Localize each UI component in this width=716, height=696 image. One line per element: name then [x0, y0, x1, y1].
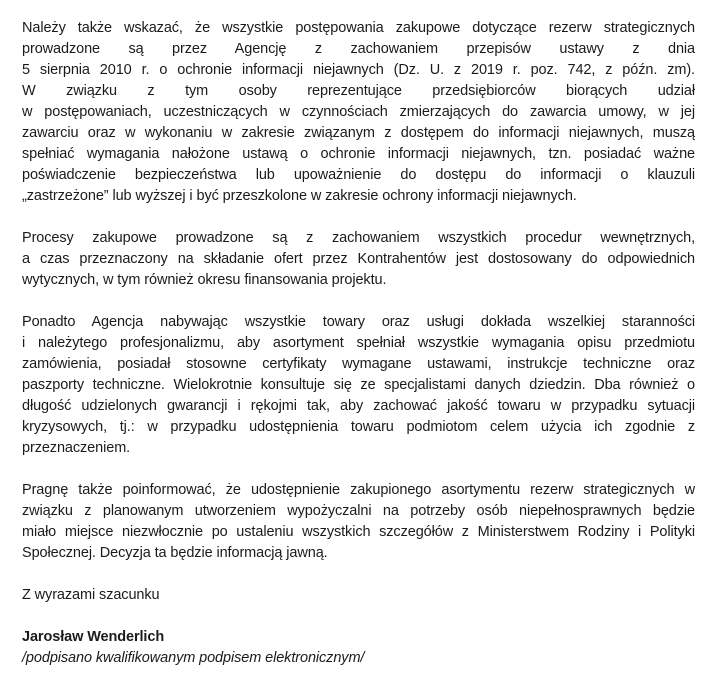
text-line: Należy także wskazać, że wszystkie postępowania zakupowe dotyczące rezerw strategicznych: [22, 20, 695, 36]
text-line: paszporty techniczne. Wielokrotnie konsultuje się ze specjalistami danych dziedzin. Dba również o: [22, 377, 695, 393]
text-line: Ponadto Agencja nabywając wszystkie towary oraz usługi dokłada wszelkiej staranności: [22, 314, 695, 330]
text-line: prowadzone są przez Agencję z zachowaniem przepisów ustawy z dnia: [22, 41, 695, 57]
signature-name: Jarosław Wenderlich: [22, 629, 165, 645]
text-line: kryzysowych, tj.: w przypadku udostępnienia towaru podmiotom celem użycia ich zgodnie z: [22, 419, 695, 435]
text-line: spełniać wymagania nałożone ustawą o ochronie informacji niejawnych, tzn. posiadać ważne: [22, 146, 695, 162]
text-line: miało miejsce niezwłocznie po ustaleniu wszystkich szczegółów z Ministerstwem Rodziny i Polityki: [22, 524, 695, 540]
paragraph: [22, 228, 695, 291]
signature-note: /podpisano kwalifikowanym podpisem elektronicznym/: [22, 650, 365, 666]
text-line: przeznaczeniem.: [22, 440, 131, 456]
text-line: zamówienia, posiadał stosowne certyfikaty wymagane ustawami, instrukcje techniczne oraz: [22, 356, 695, 372]
text-line: a czas przeznaczony na składanie ofert przez Kontrahentów jest dostosowany do odpowiednich: [22, 251, 695, 267]
paragraph: [22, 312, 695, 459]
text-line: długość udzielonych gwarancji i rękojmi tak, aby zachować jakość towaru w przypadku sytuacji: [22, 398, 695, 414]
text-line: zawarciu oraz w wykonaniu w zakresie związanym z dostępem do informacji niejawnych, muszą: [22, 125, 695, 141]
text-line: i należytego profesjonalizmu, aby asortyment spełniał wszystkie wymagania opisu przedmiotu: [22, 335, 695, 351]
text-line: Procesy zakupowe prowadzone są z zachowaniem wszystkich procedur wewnętrznych,: [22, 230, 695, 246]
text-line: W związku z tym osoby reprezentujące przedsiębiorców biorących udział: [22, 83, 695, 99]
text-line: 5 sierpnia 2010 r. o ochronie informacji niejawnych (Dz. U. z 2019 r. poz. 742, z późn. zm).: [22, 62, 695, 78]
paragraph: [22, 18, 695, 207]
text-line: Społecznej. Decyzja ta będzie informacją jawną.: [22, 545, 328, 561]
text-line: poświadczenie bezpieczeństwa lub upoważnienie do dostępu do informacji o klauzuli: [22, 167, 695, 183]
text-line: wytycznych, w tym również okresu finansowania projektu.: [22, 272, 387, 288]
closing-salutation: Z wyrazami szacunku: [22, 587, 160, 603]
paragraph: [22, 480, 695, 564]
text-line: w postępowaniach, uczestniczących w czynnościach zmierzających do zawarcia umowy, w jej: [22, 104, 695, 120]
text-line: „zastrzeżone” lub wyższej i być przeszkolone w zakresie ochrony informacji niejawnych.: [22, 188, 577, 204]
text-line: Pragnę także poinformować, że udostępnienie zakupionego asortymentu rezerw strategicznych w: [22, 482, 695, 498]
text-line: związku z planowanym utworzeniem wypożyczalni na potrzeby osób niepełnosprawnych będzie: [22, 503, 695, 519]
document-body: [22, 18, 695, 564]
